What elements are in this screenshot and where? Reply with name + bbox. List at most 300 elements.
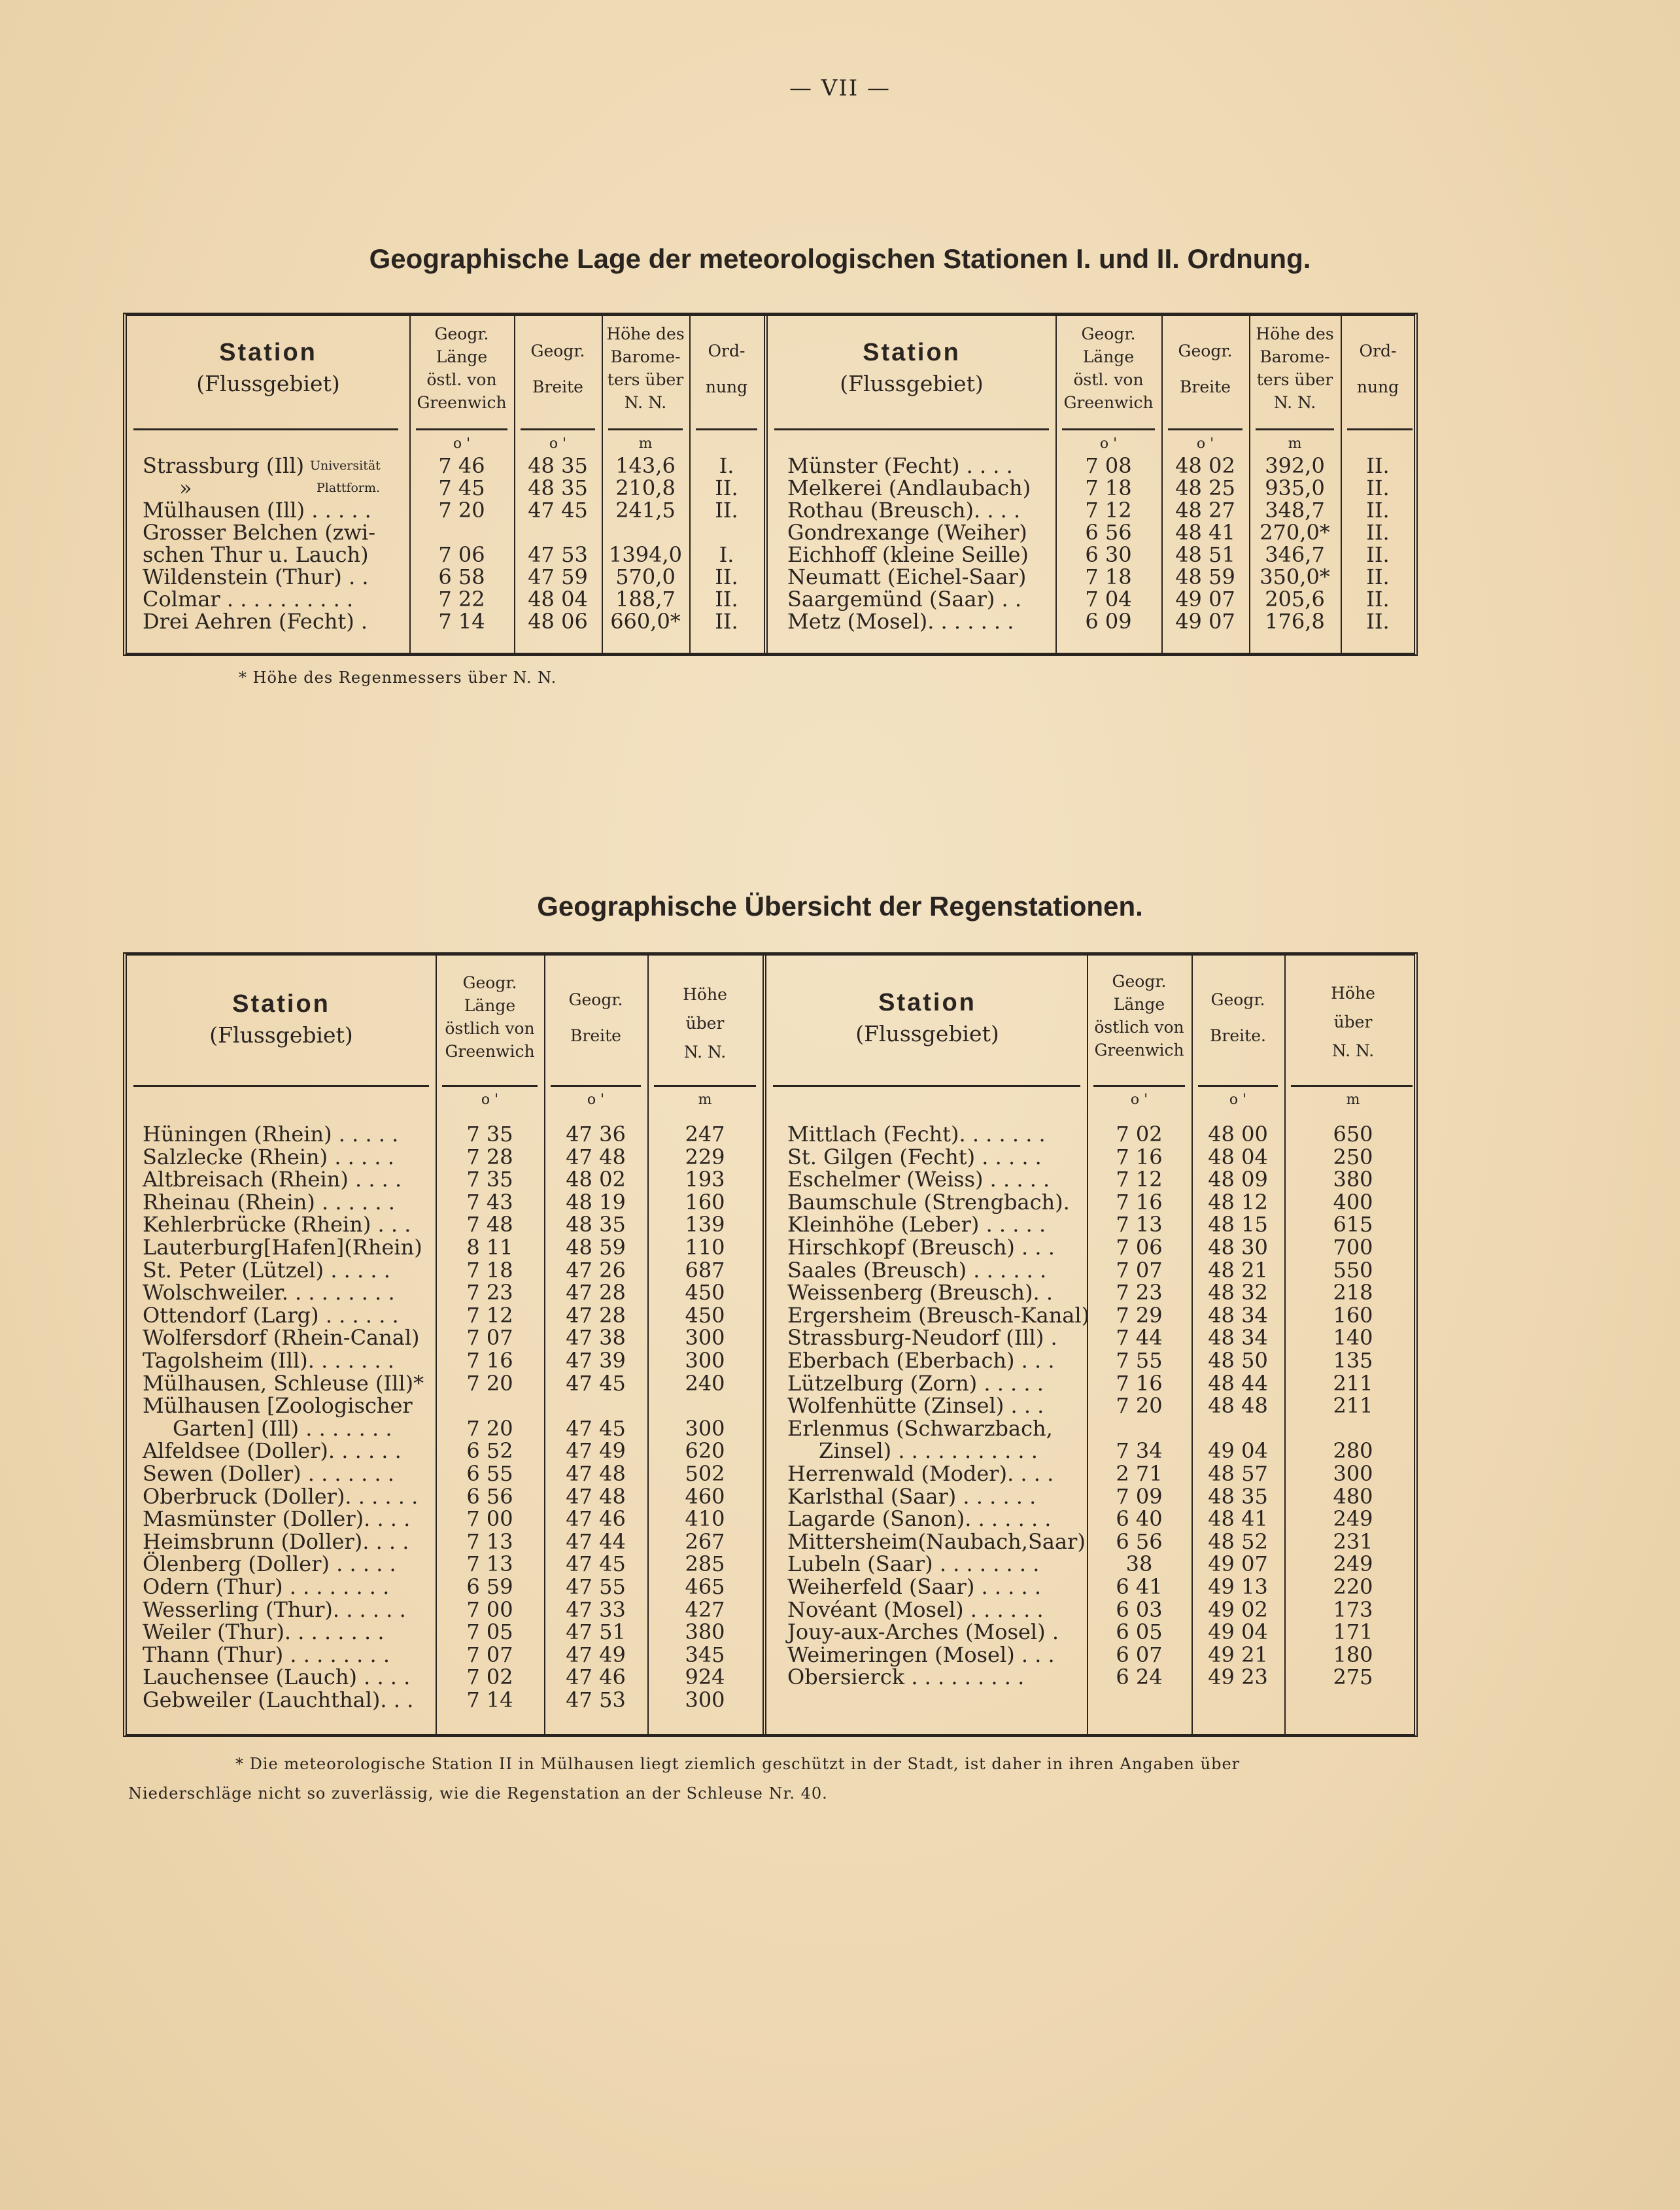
breite-value: 47 49 — [566, 1438, 626, 1464]
station-name: Metz (Mosel). . . . . . . — [787, 609, 1014, 634]
hoehe-value: 700 — [1333, 1235, 1373, 1260]
table-row — [127, 1417, 1414, 1440]
table-row — [127, 1644, 1414, 1666]
laenge-value: 6 56 — [1085, 520, 1132, 545]
laenge-value: 7 07 — [466, 1325, 513, 1351]
breite-value: 49 23 — [1208, 1665, 1268, 1690]
station-name: Saales (Breusch) . . . . . . — [787, 1257, 1047, 1283]
station-name: Oberbruck (Doller). . . . . . — [143, 1483, 419, 1509]
hoehe-value: 620 — [685, 1438, 725, 1464]
ordnung-value: I. — [719, 542, 734, 567]
laenge-value: 6 56 — [1116, 1528, 1163, 1554]
station-name: Weiler (Thur). . . . . . . . — [143, 1619, 385, 1645]
table-row — [127, 1372, 1414, 1394]
hoehe-value: 139 — [685, 1212, 725, 1237]
laenge-value: 7 02 — [466, 1665, 513, 1690]
laenge-value: 2 71 — [1116, 1461, 1163, 1486]
hoehe-value: 935,0 — [1265, 475, 1325, 500]
breite-value: 48 52 — [1208, 1528, 1268, 1554]
breite-value: 48 21 — [1208, 1257, 1268, 1283]
table-row — [127, 1259, 1414, 1281]
ordnung-value: II. — [715, 498, 738, 523]
hoehe-value: 380 — [1333, 1167, 1373, 1192]
ordnung-value: II. — [715, 587, 738, 612]
header-breite-right: Geogr. Breite. — [1210, 990, 1266, 1045]
unit-deg: o ' — [1130, 1092, 1148, 1108]
table-row — [127, 566, 1414, 588]
breite-value: 48 06 — [528, 609, 588, 634]
hoehe-value: 300 — [685, 1325, 725, 1351]
breite-value: 48 04 — [528, 587, 588, 612]
breite-value: 48 35 — [528, 453, 588, 478]
hoehe-value: 160 — [685, 1189, 725, 1215]
breite-value: 48 02 — [1175, 453, 1235, 478]
laenge-value: 7 04 — [1085, 587, 1132, 612]
station-name: Odern (Thur) . . . . . . . . — [143, 1574, 390, 1599]
table2-title: Geographische Übersicht der Regenstationen. — [537, 891, 1143, 922]
table-row — [127, 499, 1414, 521]
breite-value: 47 53 — [528, 542, 588, 567]
breite-value: 48 32 — [1208, 1280, 1268, 1305]
hoehe-value: 460 — [685, 1483, 725, 1509]
station-name: Mittlach (Fecht). . . . . . . — [787, 1122, 1046, 1147]
station-name: Weissenberg (Breusch). . — [787, 1280, 1054, 1305]
station-name: Altbreisach (Rhein) . . . . — [143, 1167, 402, 1192]
breite-value: 48 27 — [1175, 498, 1235, 523]
station-name: Neumatt (Eichel-Saar) — [787, 564, 1027, 589]
ordnung-value: II. — [715, 564, 738, 589]
breite-value: 48 19 — [566, 1189, 626, 1215]
station-name: Herrenwald (Moder). . . . — [787, 1461, 1054, 1486]
table-row — [127, 1236, 1414, 1258]
header-ordnung-right: Ord- nung — [1356, 341, 1399, 396]
breite-value: 47 51 — [566, 1619, 626, 1645]
station-name: Wesserling (Thur). . . . . . — [143, 1597, 406, 1622]
hoehe-value: 380 — [685, 1619, 725, 1645]
laenge-value: 7 14 — [438, 609, 485, 634]
station-name: Mülhausen [Zoologischer — [143, 1393, 413, 1419]
hoehe-value: 350,0* — [1260, 564, 1330, 589]
breite-value: 47 46 — [566, 1665, 626, 1690]
unit-deg: o ' — [587, 1092, 605, 1108]
hoehe-value: 176,8 — [1265, 609, 1325, 634]
laenge-value: 7 20 — [466, 1370, 513, 1396]
breite-value: 47 26 — [566, 1257, 626, 1283]
ordnung-value: II. — [1366, 520, 1390, 545]
laenge-value: 6 24 — [1116, 1665, 1163, 1690]
laenge-value: 7 35 — [466, 1122, 513, 1147]
hoehe-value: 205,6 — [1265, 587, 1325, 612]
table1-title: Geographische Lage der meteorologischen Stationen I. und II. Ordnung. — [369, 243, 1311, 274]
station-name: Karlsthal (Saar) . . . . . . — [787, 1483, 1037, 1509]
hoehe-value: 660,0* — [610, 609, 681, 634]
breite-value: 48 51 — [1175, 542, 1235, 567]
station-name: Lauchensee (Lauch) . . . . — [143, 1665, 411, 1690]
laenge-value: 7 20 — [438, 498, 485, 523]
table-row — [127, 1598, 1414, 1621]
unit-deg: o ' — [453, 436, 471, 452]
station-name: » — [179, 475, 192, 500]
station-name: Sewen (Doller) . . . . . . . — [143, 1461, 394, 1486]
unit-deg: o ' — [1099, 436, 1118, 452]
header-ordnung: Ord- nung — [705, 341, 748, 396]
laenge-value: 7 02 — [1116, 1122, 1163, 1147]
hoehe-value: 410 — [685, 1506, 725, 1532]
table-row — [127, 1530, 1414, 1553]
breite-value: 47 44 — [566, 1528, 626, 1554]
table-row — [127, 1576, 1414, 1598]
hoehe-value: 300 — [685, 1348, 725, 1373]
hoehe-value: 188,7 — [615, 587, 676, 612]
station-name: Münster (Fecht) . . . . — [787, 453, 1013, 478]
ordnung-value: II. — [1366, 498, 1390, 523]
ordnung-value: II. — [1366, 609, 1390, 634]
laenge-value: 7 12 — [1116, 1167, 1163, 1192]
unit-m: m — [1288, 436, 1302, 452]
laenge-value: 7 35 — [466, 1167, 513, 1192]
station-name: Grosser Belchen (zwi- — [143, 520, 376, 545]
station-name: Colmar . . . . . . . . . . — [143, 587, 354, 612]
hoehe-value: 300 — [685, 1687, 725, 1712]
laenge-value: 7 09 — [1116, 1483, 1163, 1509]
breite-value: 47 55 — [566, 1574, 626, 1599]
station-name: St. Gilgen (Fecht) . . . . . — [787, 1144, 1042, 1169]
breite-value: 48 02 — [566, 1167, 626, 1192]
breite-value: 48 15 — [1208, 1212, 1268, 1237]
table-row — [127, 1349, 1414, 1372]
ordnung-value: I. — [719, 453, 734, 478]
hoehe-value: 160 — [1333, 1302, 1373, 1328]
breite-value: 48 59 — [566, 1235, 626, 1260]
breite-value: 47 45 — [528, 498, 588, 523]
station-name: Gondrexange (Weiher) — [787, 520, 1027, 545]
breite-value: 47 45 — [566, 1370, 626, 1396]
unit-m: m — [638, 436, 653, 452]
station-name: Zinsel) . . . . . . . . . . . — [819, 1438, 1038, 1464]
breite-value: 48 35 — [1208, 1483, 1268, 1509]
laenge-value: 7 13 — [466, 1528, 513, 1554]
station-name: Ottendorf (Larg) . . . . . . — [143, 1302, 399, 1328]
hoehe-value: 267 — [685, 1528, 725, 1554]
unit-deg: o ' — [549, 436, 567, 452]
header-laenge: Geogr. Länge östl. von Greenwich — [417, 324, 507, 412]
laenge-value: 38 — [1125, 1551, 1153, 1577]
header-laenge-right: Geogr. Länge östl. von Greenwich — [1063, 324, 1154, 412]
hoehe-value: 550 — [1333, 1257, 1373, 1283]
hoehe-value: 480 — [1333, 1483, 1373, 1509]
laenge-value: 7 06 — [1116, 1235, 1163, 1260]
station-name: Kehlerbrücke (Rhein) . . . — [143, 1212, 411, 1237]
hoehe-value: 285 — [685, 1551, 725, 1577]
laenge-value: 7 20 — [1116, 1393, 1163, 1419]
laenge-value: 7 34 — [1116, 1438, 1163, 1464]
table-row — [127, 521, 1414, 544]
station-name: Wolschweiler. . . . . . . . . — [143, 1280, 395, 1305]
ordnung-value: II. — [1366, 475, 1390, 500]
hoehe-value: 231 — [1333, 1528, 1373, 1554]
breite-value: 48 30 — [1208, 1235, 1268, 1260]
unit-deg: o ' — [481, 1092, 499, 1108]
table-row — [127, 1168, 1414, 1190]
table-row — [127, 588, 1414, 610]
hoehe-value: 924 — [685, 1665, 725, 1690]
header-hoehe-right: Höhe über N. N. — [1331, 984, 1375, 1060]
laenge-value: 7 45 — [438, 475, 485, 500]
station-name: Heimsbrunn (Doller). . . . — [143, 1528, 409, 1554]
header-hoehe-right: Höhe des Barome- ters über N. N. — [1256, 324, 1334, 412]
breite-value: 49 07 — [1175, 609, 1235, 634]
station-name: Saargemünd (Saar) . . — [787, 587, 1022, 612]
hoehe-value: 465 — [685, 1574, 725, 1599]
laenge-value: 6 07 — [1116, 1642, 1163, 1667]
hoehe-value: 687 — [685, 1257, 725, 1283]
laenge-value: 7 06 — [438, 542, 485, 567]
table-row — [127, 1553, 1414, 1575]
table-row — [127, 1666, 1414, 1688]
hoehe-value: 229 — [685, 1144, 725, 1169]
station-name: Masmünster (Doller). . . . — [143, 1506, 411, 1532]
breite-value: 47 48 — [566, 1483, 626, 1509]
station-note: Universität — [310, 458, 381, 473]
breite-value: 49 13 — [1208, 1574, 1268, 1599]
laenge-value: 7 20 — [466, 1415, 513, 1441]
table-row — [127, 1213, 1414, 1235]
breite-value: 48 48 — [1208, 1393, 1268, 1419]
hoehe-value: 135 — [1333, 1348, 1373, 1373]
hoehe-value: 1394,0 — [609, 542, 682, 567]
breite-value: 48 41 — [1175, 520, 1235, 545]
laenge-value: 7 22 — [438, 587, 485, 612]
table-row — [127, 1146, 1414, 1168]
breite-value: 49 04 — [1208, 1438, 1268, 1464]
breite-value: 48 44 — [1208, 1370, 1268, 1396]
hoehe-value: 249 — [1333, 1506, 1373, 1532]
station-name: Eichhoff (kleine Seille) — [787, 542, 1029, 567]
table-row — [127, 1394, 1414, 1417]
laenge-value: 7 14 — [466, 1687, 513, 1712]
laenge-value: 7 12 — [1085, 498, 1132, 523]
page-number: — VII — — [789, 75, 891, 101]
station-note: Plattform. — [317, 481, 381, 495]
header-laenge-right: Geogr. Länge östlich von Greenwich — [1094, 972, 1184, 1060]
breite-value: 48 34 — [1208, 1325, 1268, 1351]
breite-value: 48 34 — [1208, 1302, 1268, 1328]
hoehe-value: 218 — [1333, 1280, 1373, 1305]
laenge-value: 7 00 — [466, 1597, 513, 1622]
station-name: Rothau (Breusch). . . . — [787, 498, 1021, 523]
header-station: Station — [219, 339, 317, 366]
header-flussgebiet: (Flussgebiet) — [196, 371, 340, 396]
hoehe-value: 171 — [1333, 1619, 1373, 1645]
station-name: Alfeldsee (Doller). . . . . . — [143, 1438, 402, 1464]
breite-value: 48 35 — [566, 1212, 626, 1237]
laenge-value: 7 16 — [1116, 1189, 1163, 1215]
laenge-value: 7 07 — [1116, 1257, 1163, 1283]
breite-value: 47 36 — [566, 1122, 626, 1147]
hoehe-value: 140 — [1333, 1325, 1373, 1351]
table1-footnote: * Höhe des Regenmessers über N. N. — [239, 668, 557, 687]
ordnung-value: II. — [715, 475, 738, 500]
header-hoehe: Höhe des Barome- ters über N. N. — [606, 324, 685, 412]
laenge-value: 7 12 — [466, 1302, 513, 1328]
breite-value: 47 53 — [566, 1687, 626, 1712]
table-row — [127, 1123, 1414, 1145]
station-name: Wolfersdorf (Rhein-Canal) — [143, 1325, 420, 1351]
station-name: Baumschule (Strengbach). — [787, 1189, 1070, 1215]
breite-value: 47 48 — [566, 1461, 626, 1486]
station-name: Erlenmus (Schwarzbach, — [787, 1415, 1053, 1441]
station-name: Jouy-aux-Arches (Mosel) . — [787, 1619, 1059, 1645]
hoehe-value: 346,7 — [1265, 542, 1325, 567]
breite-value: 49 21 — [1208, 1642, 1268, 1667]
ordnung-value: II. — [1366, 542, 1390, 567]
table-row — [127, 544, 1414, 566]
laenge-value: 7 18 — [466, 1257, 513, 1283]
breite-value: 49 07 — [1208, 1551, 1268, 1577]
laenge-value: 7 00 — [466, 1506, 513, 1532]
station-name: Mülhausen (Ill) . . . . . — [143, 498, 371, 523]
laenge-value: 6 30 — [1085, 542, 1132, 567]
table-row — [127, 1326, 1414, 1349]
hoehe-value: 300 — [1333, 1461, 1373, 1486]
hoehe-value: 180 — [1333, 1642, 1373, 1667]
station-name: Eschelmer (Weiss) . . . . . — [787, 1167, 1050, 1192]
station-name: Garten] (Ill) . . . . . . . — [173, 1415, 392, 1441]
station-name: St. Peter (Lützel) . . . . . — [143, 1257, 390, 1283]
laenge-value: 6 55 — [466, 1461, 513, 1486]
breite-value: 47 45 — [566, 1415, 626, 1441]
station-name: Eberbach (Eberbach) . . . — [787, 1348, 1055, 1373]
station-name: Strassburg-Neudorf (Ill) . — [787, 1325, 1057, 1351]
table-row — [127, 610, 1414, 632]
table-row — [127, 1462, 1414, 1485]
station-name: Strassburg (Ill) — [143, 453, 305, 478]
station-name: Gebweiler (Lauchthal). . . — [143, 1687, 414, 1712]
table2 — [123, 952, 1418, 1737]
laenge-value: 7 18 — [1085, 564, 1132, 589]
laenge-value: 6 40 — [1116, 1506, 1163, 1532]
unit-deg: o ' — [1196, 436, 1214, 452]
table2-footnote-line1: * Die meteorologische Station II in Mülhausen liegt ziemlich geschützt in der Stadt, ist daher in ihren Angaben über — [235, 1755, 1241, 1773]
hoehe-value: 345 — [685, 1642, 725, 1667]
breite-value: 47 39 — [566, 1348, 626, 1373]
breite-value: 48 00 — [1208, 1122, 1268, 1147]
station-name: Ölenberg (Doller) . . . . . — [143, 1551, 396, 1577]
hoehe-value: 570,0 — [615, 564, 676, 589]
station-name: Mülhausen, Schleuse (Ill)* — [143, 1370, 424, 1396]
table2-footnote-line2: Niederschläge nicht so zuverlässig, wie die Regenstation an der Schleuse Nr. 40. — [128, 1784, 828, 1803]
hoehe-value: 211 — [1333, 1393, 1373, 1419]
station-name: Novéant (Mosel) . . . . . . — [787, 1597, 1044, 1622]
hoehe-value: 275 — [1333, 1665, 1373, 1690]
table-row — [127, 1689, 1414, 1711]
laenge-value: 7 23 — [1116, 1280, 1163, 1305]
station-name: Obersierck . . . . . . . . . — [787, 1665, 1025, 1690]
unit-deg: o ' — [1229, 1092, 1247, 1108]
station-name: Wolfenhütte (Zinsel) . . . — [787, 1393, 1044, 1419]
station-name: Wildenstein (Thur) . . — [143, 564, 369, 589]
station-name: Lagarde (Sanon). . . . . . . — [787, 1506, 1052, 1532]
breite-value: 47 33 — [566, 1597, 626, 1622]
station-name: Lubeln (Saar) . . . . . . . . — [787, 1551, 1040, 1577]
table1 — [123, 313, 1418, 656]
header-breite: Geogr. Breite — [530, 341, 585, 396]
station-name: Thann (Thur) . . . . . . . . — [143, 1642, 390, 1667]
station-name: Lauterburg[Hafen](Rhein) — [143, 1235, 422, 1260]
hoehe-value: 650 — [1333, 1122, 1373, 1147]
ordnung-value: II. — [1366, 587, 1390, 612]
header-laenge: Geogr. Länge östlich von Greenwich — [445, 973, 535, 1061]
hoehe-value: 210,8 — [615, 475, 676, 500]
hoehe-value: 241,5 — [615, 498, 676, 523]
laenge-value: 7 44 — [1116, 1325, 1163, 1351]
header-breite-right: Geogr. Breite — [1178, 341, 1233, 396]
table-row — [127, 1191, 1414, 1213]
laenge-value: 7 23 — [466, 1280, 513, 1305]
breite-value: 48 59 — [1175, 564, 1235, 589]
hoehe-value: 400 — [1333, 1189, 1373, 1215]
hoehe-value: 249 — [1333, 1551, 1373, 1577]
hoehe-value: 300 — [685, 1415, 725, 1441]
table-row — [127, 455, 1414, 477]
unit-m: m — [698, 1092, 712, 1108]
laenge-value: 7 08 — [1085, 453, 1132, 478]
breite-value: 48 41 — [1208, 1506, 1268, 1532]
breite-value: 47 38 — [566, 1325, 626, 1351]
breite-value: 48 35 — [528, 475, 588, 500]
station-name: Tagolsheim (Ill). . . . . . . — [143, 1348, 394, 1373]
laenge-value: 7 16 — [1116, 1144, 1163, 1169]
table-row — [127, 1440, 1414, 1462]
laenge-value: 7 28 — [466, 1144, 513, 1169]
station-name: Weimeringen (Mosel) . . . — [787, 1642, 1055, 1667]
laenge-value: 6 59 — [466, 1574, 513, 1599]
hoehe-value: 280 — [1333, 1438, 1373, 1464]
hoehe-value: 173 — [1333, 1597, 1373, 1622]
laenge-value: 6 56 — [466, 1483, 513, 1509]
hoehe-value: 502 — [685, 1461, 725, 1486]
laenge-value: 7 16 — [466, 1348, 513, 1373]
unit-m: m — [1346, 1092, 1360, 1108]
laenge-value: 6 41 — [1116, 1574, 1163, 1599]
hoehe-value: 348,7 — [1265, 498, 1325, 523]
laenge-value: 6 58 — [438, 564, 485, 589]
header-station-right: Station — [878, 989, 976, 1016]
laenge-value: 7 16 — [1116, 1370, 1163, 1396]
header-hoehe: Höhe über N. N. — [683, 985, 727, 1062]
hoehe-value: 220 — [1333, 1574, 1373, 1599]
breite-value: 49 02 — [1208, 1597, 1268, 1622]
laenge-value: 6 05 — [1116, 1619, 1163, 1645]
station-name: Hirschkopf (Breusch) . . . — [787, 1235, 1055, 1260]
table-row — [127, 1508, 1414, 1530]
breite-value: 47 48 — [566, 1144, 626, 1169]
table-row — [127, 1304, 1414, 1326]
station-name: Kleinhöhe (Leber) . . . . . — [787, 1212, 1046, 1237]
table-row — [127, 1485, 1414, 1508]
laenge-value: 6 52 — [466, 1438, 513, 1464]
breite-value: 48 25 — [1175, 475, 1235, 500]
header-station: Station — [232, 990, 330, 1018]
ordnung-value: II. — [1366, 564, 1390, 589]
breite-value: 48 50 — [1208, 1348, 1268, 1373]
station-name: Drei Aehren (Fecht) . — [143, 609, 368, 634]
station-name: Rheinau (Rhein) . . . . . . — [143, 1189, 395, 1215]
station-name: Lützelburg (Zorn) . . . . . — [787, 1370, 1044, 1396]
laenge-value: 8 11 — [466, 1235, 513, 1260]
station-name: Melkerei (Andlaubach) — [787, 475, 1031, 500]
hoehe-value: 110 — [685, 1235, 725, 1260]
